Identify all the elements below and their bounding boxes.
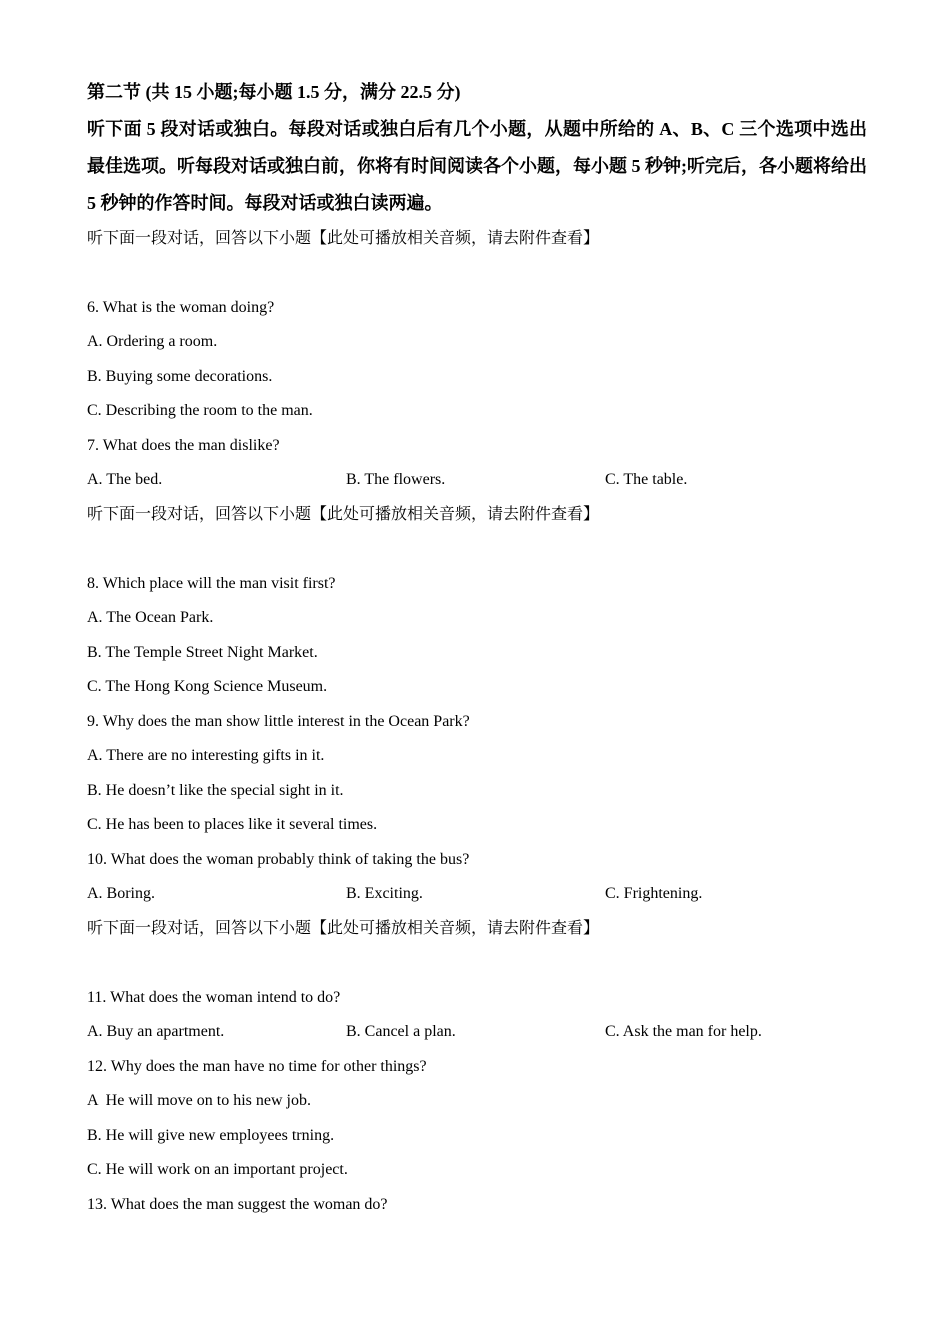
question-7: 7. What does the man dislike? xyxy=(87,436,280,454)
q9-option-b: B. He doesn’t like the special sight in it. xyxy=(87,781,344,799)
section-heading: 第二节 (共 15 小题;每小题 1.5 分，满分 22.5 分) xyxy=(87,82,461,102)
q6-option-a: A. Ordering a room. xyxy=(87,333,218,350)
q10-options xyxy=(87,877,867,912)
q9-option-c: C. He has been to places like it several times. xyxy=(87,816,378,833)
q12-option-c: C. He will work on an important project. xyxy=(87,1161,348,1178)
q11-options xyxy=(87,1015,867,1050)
audio-note[interactable]: 听下面一段对话，回答以下小题【此处可播放相关音频，请去附件查看】 xyxy=(87,505,600,523)
question-13: 13. What does the man suggest the woman do? xyxy=(87,1195,388,1213)
q11-option-a: A. Buy an apartment. xyxy=(87,1023,225,1040)
q10-option-b: B. Exciting. xyxy=(346,885,423,902)
q11-option-c: C. Ask the man for help. xyxy=(605,1023,762,1040)
q6-option-b: B. Buying some decorations. xyxy=(87,367,273,385)
question-6: 6. What is the woman doing? xyxy=(87,298,275,316)
q9-option-a: A. There are no interesting gifts in it. xyxy=(87,747,325,764)
q7-options xyxy=(87,463,867,498)
q8-option-b: B. The Temple Street Night Market. xyxy=(87,643,318,661)
q10-option-c: C. Frightening. xyxy=(605,885,703,902)
q12-option-b: B. He will give new employees trning. xyxy=(87,1126,335,1144)
question-12: 12. Why does the man have no time for other things? xyxy=(87,1057,427,1075)
q10-option-a: A. Boring. xyxy=(87,885,155,902)
q8-option-c: C. The Hong Kong Science Museum. xyxy=(87,678,328,695)
q7-option-a: A. The bed. xyxy=(87,471,163,488)
q6-option-c: C. Describing the room to the man. xyxy=(87,402,313,419)
q7-option-b: B. The flowers. xyxy=(346,471,446,488)
question-10: 10. What does the woman probably think of taking the bus? xyxy=(87,850,470,868)
q11-option-b: B. Cancel a plan. xyxy=(346,1023,456,1040)
exam-page xyxy=(87,74,867,1222)
question-11: 11. What does the woman intend to do? xyxy=(87,988,341,1006)
question-8: 8. Which place will the man visit first? xyxy=(87,574,336,592)
q12-option-a: A He will move on to his new job. xyxy=(87,1092,311,1109)
question-9: 9. Why does the man show little interest in the Ocean Park? xyxy=(87,712,470,730)
audio-note[interactable]: 听下面一段对话，回答以下小题【此处可播放相关音频，请去附件查看】 xyxy=(87,919,600,937)
audio-note[interactable]: 听下面一段对话，回答以下小题【此处可播放相关音频，请去附件查看】 xyxy=(87,229,600,247)
q8-option-a: A. The Ocean Park. xyxy=(87,609,214,626)
section-instructions: 听下面 5 段对话或独白。每段对话或独白后有几个小题，从题中所给的 A、B、C 三个选项中选出最佳选项。听每段对话或独白前，你将有时间阅读各个小题，每小题 5 秒钟;听完后，各小题将给出 5 秒钟的作答时间。每段对话或独白读两遍。 xyxy=(87,118,867,213)
q7-option-c: C. The table. xyxy=(605,471,688,488)
